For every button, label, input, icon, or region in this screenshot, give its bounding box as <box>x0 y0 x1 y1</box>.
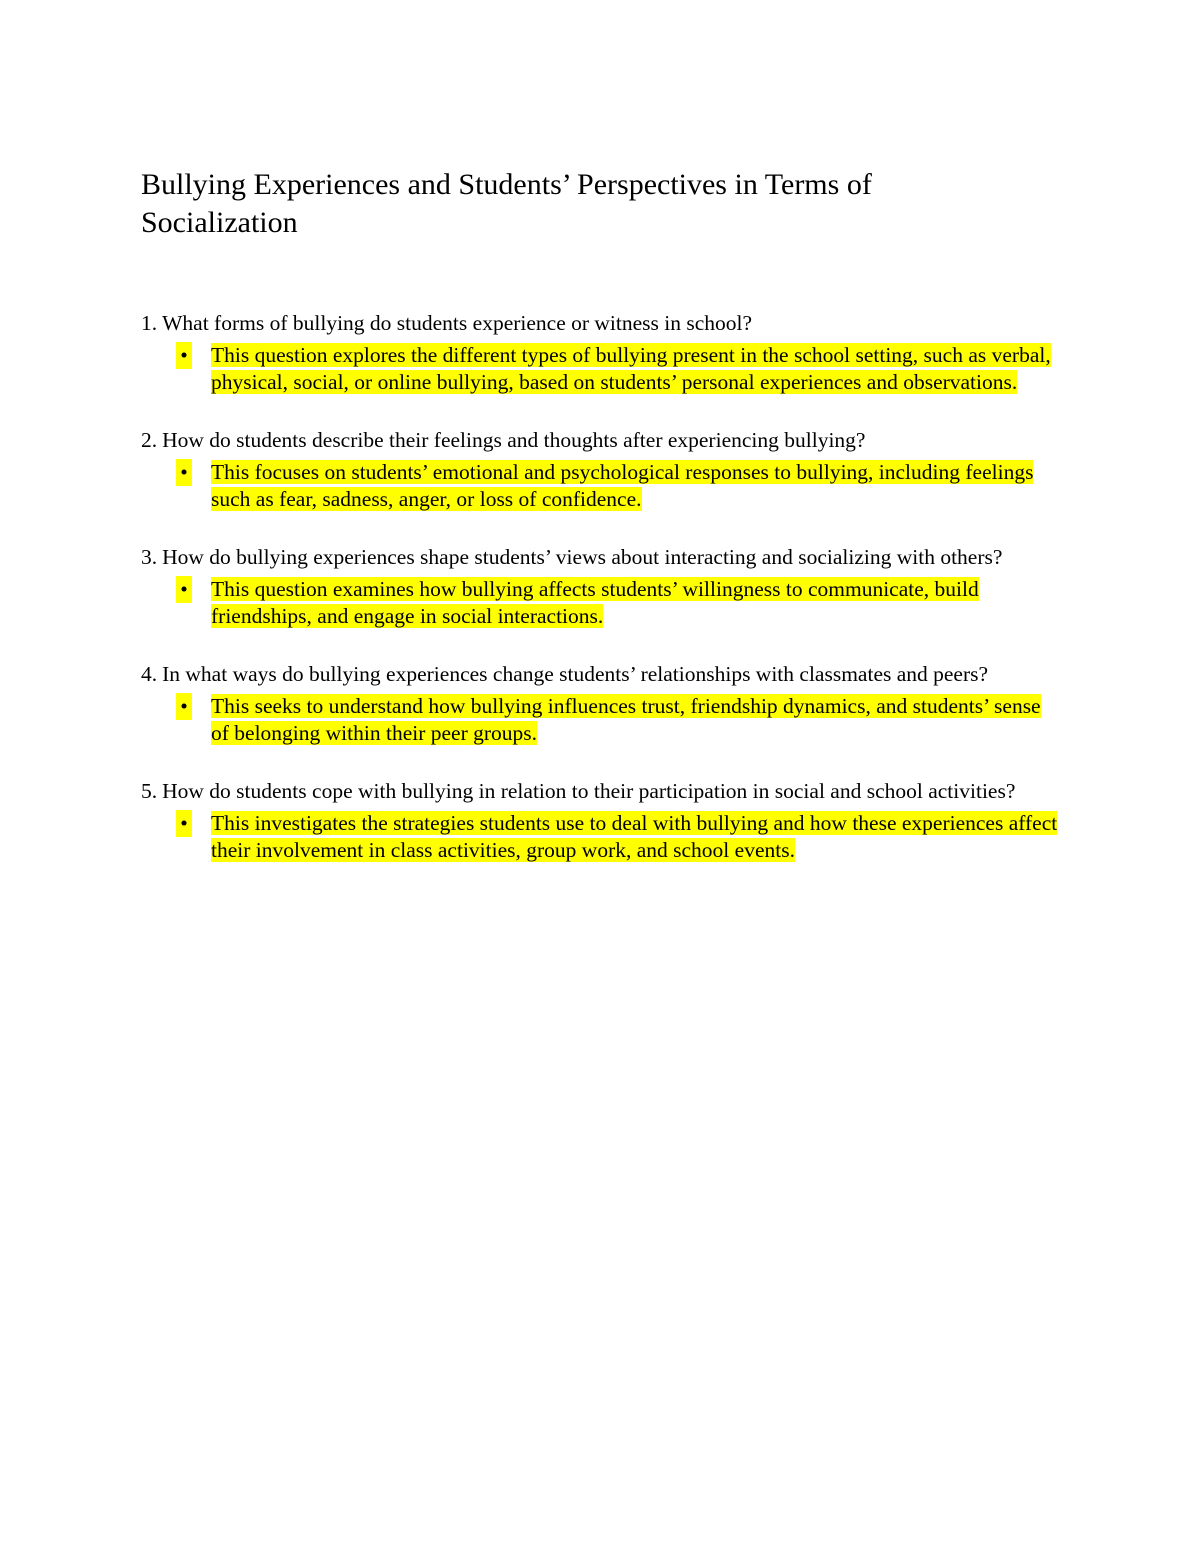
highlighted-note-text: This question explores the different types of bullying present in the school setting, such as verbal, physical, social, or online bullying, based on students’ personal experiences and observations. <box>211 343 1051 394</box>
question-label: How do students describe their feelings and thoughts after experiencing bullying? <box>162 428 866 452</box>
question-text <box>141 310 1061 337</box>
question-text <box>141 427 1061 454</box>
question-number: 1. <box>141 311 158 335</box>
question-note <box>141 342 1061 396</box>
question-label: What forms of bullying do students experience or witness in school? <box>162 311 753 335</box>
question-text <box>141 544 1061 571</box>
question-note <box>141 459 1061 513</box>
highlighted-note-text: This focuses on students’ emotional and psychological responses to bullying, including feelings such as fear, sadness, anger, or loss of confidence. <box>211 460 1034 511</box>
question-label: In what ways do bullying experiences change students’ relationships with classmates and peers? <box>162 662 989 686</box>
question-number: 3. <box>141 545 158 569</box>
bullet-icon: • <box>176 810 192 837</box>
question-label: How do bullying experiences shape students’ views about interacting and socializing with others? <box>162 545 1003 569</box>
bullet-icon: • <box>176 342 192 369</box>
highlighted-note-text: This question examines how bullying affects students’ willingness to communicate, build friendships, and engage in social interactions. <box>211 577 979 628</box>
bullet-icon: • <box>176 459 192 486</box>
question-text <box>141 661 1061 688</box>
question-number: 2. <box>141 428 158 452</box>
question-item <box>141 778 1061 864</box>
highlighted-note-text: This investigates the strategies students use to deal with bullying and how these experiences affect their involvement in class activities, group work, and school events. <box>211 811 1058 862</box>
question-item <box>141 427 1061 513</box>
bullet-icon: • <box>176 693 192 720</box>
bullet-icon: • <box>176 576 192 603</box>
question-item <box>141 310 1061 396</box>
question-note <box>141 576 1061 630</box>
question-list <box>141 310 1061 895</box>
question-note <box>141 810 1061 864</box>
question-label: How do students cope with bullying in relation to their participation in social and school activities? <box>162 779 1016 803</box>
question-text <box>141 778 1061 805</box>
question-number: 4. <box>141 662 158 686</box>
document-title: Bullying Experiences and Students’ Perspectives in Terms of Socialization <box>141 168 872 239</box>
question-note <box>141 693 1061 747</box>
highlighted-note-text: This seeks to understand how bullying influences trust, friendship dynamics, and students’ sense of belonging within their peer groups. <box>211 694 1041 745</box>
question-item <box>141 661 1061 747</box>
question-number: 5. <box>141 779 158 803</box>
question-item <box>141 544 1061 630</box>
